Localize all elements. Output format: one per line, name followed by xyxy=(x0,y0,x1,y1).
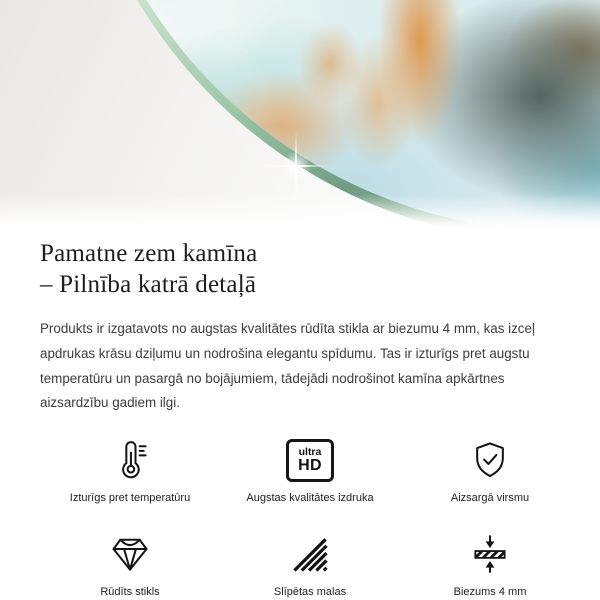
feature-heat-resistant xyxy=(40,437,220,504)
feature-thickness-4mm xyxy=(400,531,580,598)
hero-product-photo xyxy=(0,0,600,228)
page-title xyxy=(40,238,570,300)
feature-grid xyxy=(40,437,570,598)
feature-ultra-hd-print xyxy=(220,437,400,504)
feature-protects-surface xyxy=(400,437,580,504)
diamond-icon xyxy=(108,531,152,577)
feature-beveled-edges xyxy=(220,531,400,598)
thermometer-icon xyxy=(108,437,152,483)
feature-label: Biezums 4 mm xyxy=(453,586,527,599)
product-info-section xyxy=(0,228,600,598)
bevel-stripes-icon xyxy=(288,531,332,577)
product-description: Produkts ir izgatavots no augstas kvalitātes rūdīta stikla ar biezumu 4 mm, kas izceļ apdrukas krāsu dziļumu un nodrošina elegantu spīdumu. Tas ir izturīgs pret augstu temperatūru un pasargā no bojājumiem, tādejādi nodrošinot kamīna apkārtnes aizsardzību gadiem ilgi. xyxy=(40,321,535,411)
feature-label: Aizsargā virsmu xyxy=(450,492,530,505)
feature-tempered-glass xyxy=(40,531,220,598)
feature-label: Izturīgs pret temperatūru xyxy=(69,492,191,505)
shield-check-icon xyxy=(468,437,512,483)
ultra-hd-icon xyxy=(286,437,334,483)
feature-label: Rūdīts stikls xyxy=(100,586,160,599)
feature-label: Slīpētas malas xyxy=(273,586,347,599)
compress-icon xyxy=(468,531,512,577)
ultra-hd-text-top: ultra xyxy=(298,445,322,458)
page-title-line1: Pamatne zem kamīna xyxy=(40,240,258,267)
hero-bottom-fade xyxy=(0,194,600,228)
page-title-line2: – Pilnība katrā detaļā xyxy=(40,271,257,298)
feature-label: Augstas kvalitātes izdruka xyxy=(246,492,374,505)
ultra-hd-text-bottom: HD xyxy=(298,456,322,474)
